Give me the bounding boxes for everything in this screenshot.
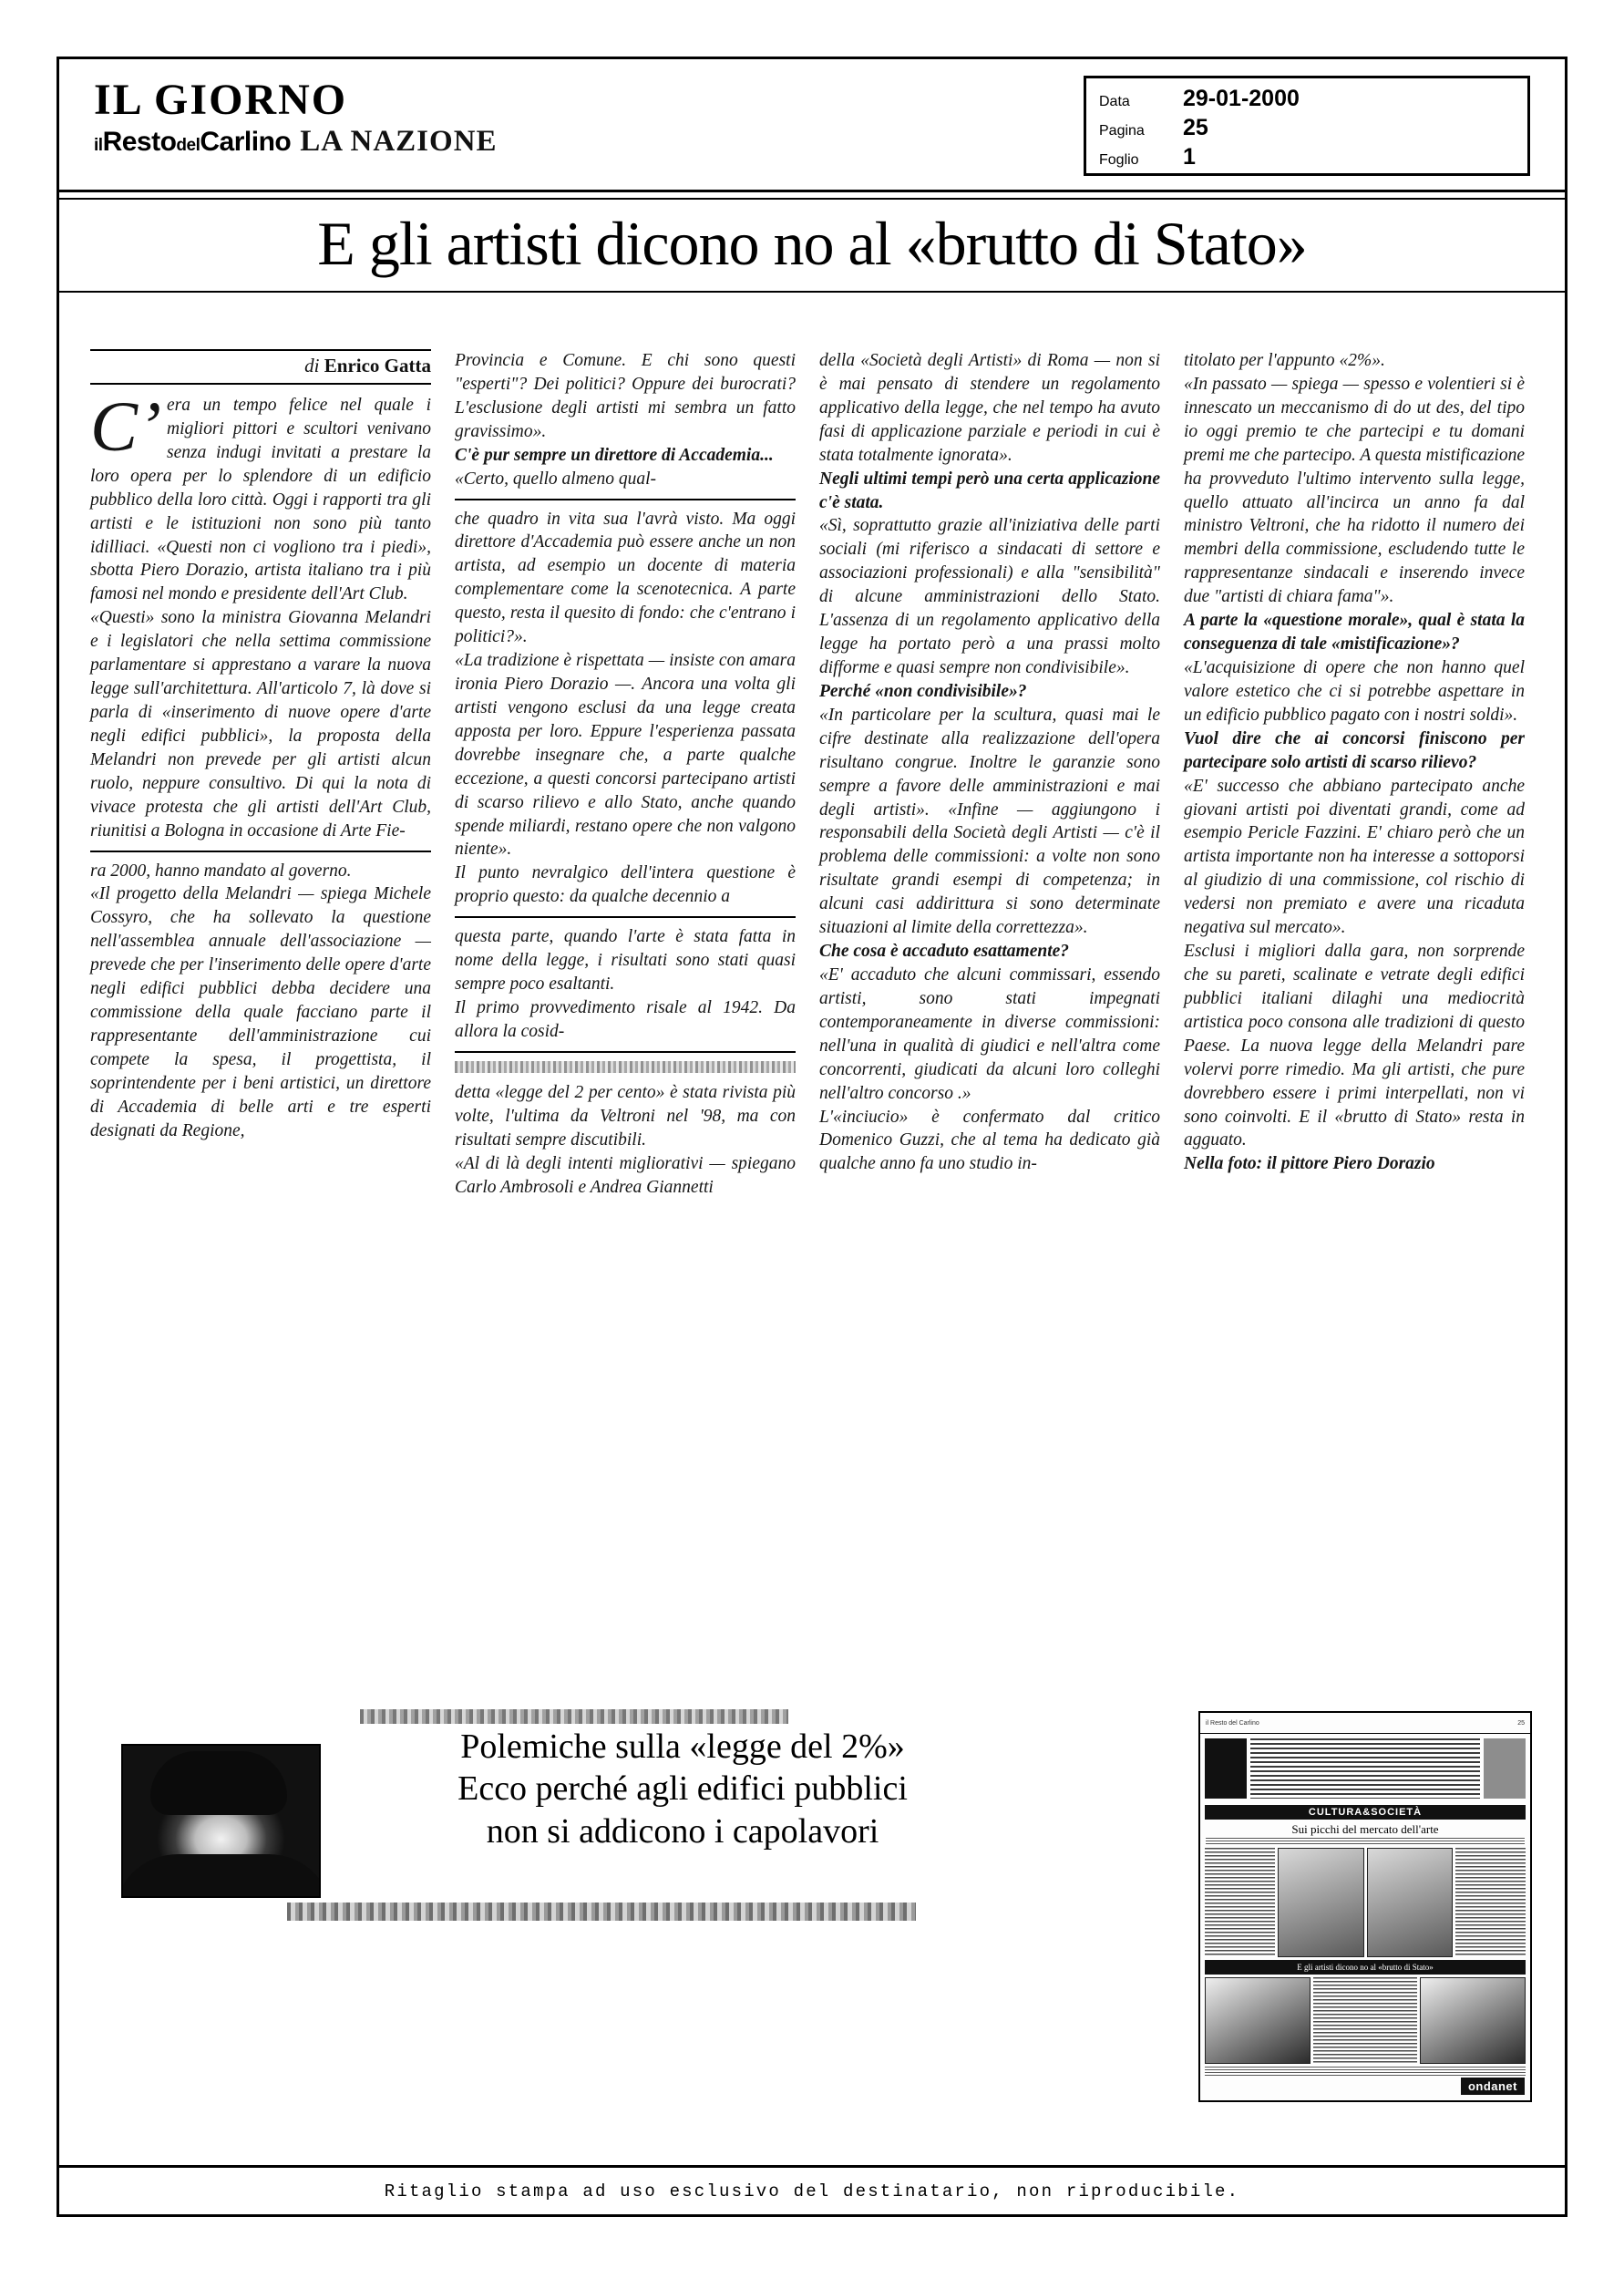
- thumbnail-photo: [1205, 1977, 1311, 2064]
- clipping-metadata-box: [1084, 76, 1530, 176]
- scan-artifact-bar-bottom: [287, 1903, 916, 1921]
- thumbnail-title: Sui picchi del mercato dell'arte: [1291, 1822, 1439, 1836]
- thumbnail-topbar: [1200, 1713, 1530, 1734]
- thumbnail-header-row: [1200, 1734, 1530, 1803]
- metadata-value-pagina: 25: [1183, 115, 1208, 140]
- paragraph: «Certo, quello almeno qual-: [455, 469, 656, 489]
- paragraph-text: era un tempo felice nel quale i migliori pittori e scultori venivano senza indugi invitati a prestare la loro opera per lo splendore di un edificio pubblico della loro città. Oggi i rapporti tra gli artisti e le istituzioni non sono più tanto idilliaci. «Questi non ci vogliono tra i piedi», sbotta Piero Dorazio, artista italiano tra i più famosi nel mondo e presidente dell'Art Club.: [90, 396, 431, 604]
- logo-resto-main: Resto: [102, 127, 177, 158]
- paragraph: «E' accaduto che alcuni commissari, essendo artisti, sono stati impegnati contemporaneamente in diverse commissioni: nell'una in qualità di giudici e nell'altra come concorrenti, giudicati da alcuni loro colleghi nell'altro concorso .»: [819, 964, 1160, 1103]
- thumbnail-header-image: [1205, 1738, 1247, 1799]
- paragraph: Esclusi i migliori dalla gara, non sorprende che su pareti, scalinate e vetrate degli edifici pubblici italiani dilaghi una mediocrità artistica poco consona alle tradizioni di questo Paese. La nuova legge della Melandri pare volervi porre rimedio. Ma gli artisti, che pure dovrebbero essere i primi interpellati, non vi sono coinvolti. E il «brutto di Stato» resta in agguato.: [1184, 942, 1525, 1150]
- paragraph: «In particolare per la scultura, quasi mai le cifre destinate alla realizzazione dell'opera risultano congrue. Inoltre le garanzie sono sempre a favore delle amministrazioni e mai degli artisti». «Infine — aggiungono i responsabili della Società degli Artisti — c'è il problema delle commissioni: a volte non sono risultate grandi esempi di competenza; in alcuni casi addirittura si sono determinate situazioni al limite della correttezza».: [819, 705, 1160, 938]
- scan-artifact-bar-top: [360, 1709, 788, 1724]
- paragraph: «Sì, soprattutto grazie all'iniziativa delle parti sociali (mi riferisco a sindacati di settore e associazioni professionali) e alla "sensibilità" di alcune amministrazioni dello Stato. L'assenza di un regolamento applicativo della legge ha portato però a una prassi molto difforme e quasi sempre non condivisibile».: [819, 516, 1160, 677]
- paragraph: «In passato — spiega — spesso e volentieri si è innescato un meccanismo di do ut des, del tipo io oggi premio te che partecipi e tu domani premi me che partecipo. A questa mistificazione ha provveduto l'ultimo intervento sulla legge, quello attuato all'incirca un anno fa dal ministro Veltroni, che ha ridotto il numero dei membri della commissione, escludendo tutte le rappresentanze sindacali e inserendo invece due "artisti di chiara fama"».: [1184, 374, 1525, 607]
- logo-il-giorno: IL GIORNO: [94, 76, 348, 124]
- metadata-label-foglio: Foglio: [1099, 152, 1139, 168]
- promo-line-1: Polemiche sulla «legge del 2%»: [460, 1727, 905, 1766]
- paragraph: che quadro in vita sua l'avrà visto. Ma oggi direttore d'Accademia può essere anche un non artista, ad esempio un docente di materia complementare come la scenotecnica. A parte questo, resta il quesito di fondo: che c'entrano i politici?».: [455, 509, 796, 647]
- paragraph: «Al di là degli intenti migliorativi — spiegano Carlo Ambrosoli e Andrea Giannetti: [455, 1153, 796, 1197]
- footer-bar: [59, 2165, 1565, 2214]
- article-column-1: [90, 349, 431, 1199]
- thumbnail-photo: [1278, 1848, 1363, 1957]
- thumbnail-photo: [1367, 1848, 1453, 1957]
- page-thumbnail: [1198, 1711, 1532, 2102]
- thumbnail-photo: [1420, 1977, 1526, 2064]
- footer-notice: Ritaglio stampa ad uso esclusivo del destinatario, non riproducibile.: [384, 2181, 1240, 2202]
- promo-block: [90, 1709, 1539, 2138]
- portrait-hair: [150, 1751, 287, 1815]
- logo-la-nazione: LA NAZIONE: [300, 125, 498, 159]
- masthead-logos: [94, 77, 1060, 159]
- question-subhead: Che cosa è accaduto esattamente?: [819, 942, 1070, 962]
- paragraph: [90, 387, 431, 606]
- thumbnail-masthead-label: il Resto del Carlino: [1206, 1719, 1259, 1727]
- thumbnail-header-text: [1250, 1738, 1480, 1799]
- article-column-3: [819, 349, 1160, 1199]
- paragraph: questa parte, quando l'arte è stata fatta in nome della legge, i risultati sono stati quasi sempre poco esaltanti.: [455, 927, 796, 995]
- metadata-row-pagina: [1099, 115, 1527, 144]
- thumbnail-page-number: 25: [1517, 1719, 1525, 1727]
- scan-artifact-smudge: [455, 1061, 796, 1073]
- thumbnail-body: [1205, 1848, 1526, 1957]
- column-rule: [455, 916, 796, 918]
- paragraph: Provincia e Comune. E chi sono questi "esperti"? Dei politici? Oppure dei burocrati? L'esclusione degli artisti mi sembra un fatto gravissimo».: [455, 351, 796, 441]
- clipping-frame: [57, 57, 1567, 2217]
- photo-caption: Nella foto: il pittore Piero Dorazio: [1184, 1154, 1435, 1174]
- promo-headline: [364, 1726, 1002, 1852]
- question-subhead: Perché «non condivisibile»?: [819, 681, 1027, 701]
- masthead-divider: [59, 190, 1565, 192]
- paragraph: Il primo provvedimento risale al 1942. Da allora la cosid-: [455, 997, 796, 1041]
- paragraph: L'«inciucio» è confermato dal critico Domenico Guzzi, che al tema ha dedicato già qualche anno fa uno studio in-: [819, 1107, 1160, 1174]
- metadata-label-data: Data: [1099, 94, 1130, 109]
- column-rule: [455, 499, 796, 500]
- paragraph: ra 2000, hanno mandato al governo.: [90, 861, 352, 881]
- portrait-shoulder: [121, 1854, 321, 1898]
- question-subhead: C'è pur sempre un direttore di Accademia...: [455, 445, 774, 465]
- paragraph: titolato per l'appunto «2%».: [1184, 351, 1385, 370]
- paragraph: della «Società degli Artisti» di Roma — non si è mai pensato di stendere un regolamento applicativo della legge, che nel tempo ha avuto fasi di applicazione parziale e periodi in cui è stata totalmente ignorata».: [819, 351, 1160, 465]
- logo-resto-prefix: il: [94, 136, 103, 156]
- byline-author: Enrico Gatta: [324, 355, 431, 376]
- paragraph: «L'acquisizione di opere che non hanno quel valore estetico che ci si potrebbe aspettare in un edificio pubblico pagato con i nostri soldi».: [1184, 657, 1525, 725]
- thumbnail-article-headline: E gli artisti dicono no al «brutto di Stato»: [1205, 1960, 1526, 1975]
- paragraph: «La tradizione è rispettata — insiste con amara ironia Piero Dorazio —. Ancora una volta gli artisti vengono esclusi da una legge creata apposta per loro. Eppure l'esperienza passata dovrebbe insegnare che, a parte qualche eccezione, a questi concorsi partecipano artisti di scarso rilievo e allo Stato, anche quando spende miliardi, restano opere che non valgono niente».: [455, 651, 796, 860]
- thumbnail-subtitle: [1206, 1838, 1525, 1845]
- metadata-row-foglio: [1099, 144, 1527, 173]
- metadata-label-pagina: Pagina: [1099, 123, 1145, 139]
- thumbnail-section-banner: CULTURA&SOCIETÀ: [1205, 1805, 1526, 1820]
- headline-band: [59, 198, 1565, 293]
- metadata-value-foglio: 1: [1183, 144, 1196, 170]
- column-rule: [455, 1051, 796, 1053]
- article-column-2: [455, 349, 796, 1199]
- paragraph: detta «legge del 2 per cento» è stata rivista più volte, l'ultima da Veltroni nel '98, ma con risultati sempre discutibili.: [455, 1082, 796, 1150]
- promo-line-3: non si addicono i capolavori: [486, 1811, 879, 1851]
- byline-rule-top: [90, 349, 431, 351]
- logo-resto-del: del: [176, 136, 200, 156]
- column-rule: [90, 851, 431, 852]
- masthead: [59, 59, 1565, 191]
- byline-prefix: di: [304, 355, 324, 376]
- metadata-row-data: [1099, 86, 1527, 115]
- thumbnail-header-image-2: [1484, 1738, 1526, 1799]
- thumbnail-logo: ondanet: [1461, 2078, 1525, 2095]
- portrait-photo: [121, 1744, 321, 1898]
- drop-cap: C’: [90, 387, 161, 466]
- logo-resto-del-carlino: [94, 127, 291, 158]
- question-subhead: A parte la «questione morale», qual è stata la conseguenza di tale «mistificazione»?: [1184, 611, 1525, 655]
- question-subhead: Negli ultimi tempi però una certa applicazione c'è stata.: [819, 469, 1160, 512]
- page-title: E gli artisti dicono no al «brutto di Stato»: [317, 209, 1307, 278]
- thumbnail-footer-caption: [1205, 2067, 1526, 2076]
- article-column-4: [1184, 349, 1525, 1199]
- thumbnail-text-column: [1455, 1848, 1526, 1957]
- metadata-value-data: 29-01-2000: [1183, 86, 1300, 111]
- thumbnail-lower-row: [1205, 1977, 1526, 2064]
- promo-line-2: Ecco perché agli edifici pubblici: [457, 1769, 908, 1809]
- thumbnail-text-column: [1313, 1977, 1417, 2064]
- logo-carlino: Carlino: [200, 127, 292, 158]
- logo-group-secondary: [94, 125, 1060, 159]
- paragraph: «Il progetto della Melandri — spiega Michele Cossyro, che ha sollevato la questione nell'assemblea annuale dell'associazione — prevede che per l'inserimento delle opere d'arte negli edifici pubblici debba decidere una commissione della quale facciano parte il rappresentante dell'amministrazione cui compete la spesa, il progettista, il soprintendente per i beni artistici, un direttore di Accademia di belle arti e tre esperti designati da Regione,: [90, 884, 431, 1140]
- article-columns: [90, 349, 1539, 1199]
- byline: [90, 355, 431, 385]
- paragraph: «E' successo che abbiano partecipato anche giovani artisti poi diventati grandi, come ad esempio Pericle Fazzini. E' chiaro però che un artista importante non ha interesse a sottoporsi al giudizio di una commissione, col rischio di vedersi non premiato e avere una ricaduta negativa sul mercato».: [1184, 776, 1525, 938]
- paragraph: Il punto nevralgico dell'intera questione è proprio questo: da qualche decennio a: [455, 863, 796, 907]
- paragraph: «Questi» sono la ministra Giovanna Melandri e i legislatori che nella settima commissione parlamentare si apprestano a varare la nuova legge sull'architettura. All'articolo 7, là dove si parla di «inserimento di nuove opere d'arte negli edifici pubblici», la proposta della Melandri non prevede per gli artisti alcun ruolo, neppure consultivo. Di qui la nota di vivace protesta che gli artisti dell'Art Club, riunitisi a Bologna in occasione di Arte Fie-: [90, 608, 431, 840]
- question-subhead: Vuol dire che ai concorsi finiscono per partecipare solo artisti di scarso rilievo?: [1184, 728, 1525, 772]
- thumbnail-text-column: [1205, 1848, 1275, 1957]
